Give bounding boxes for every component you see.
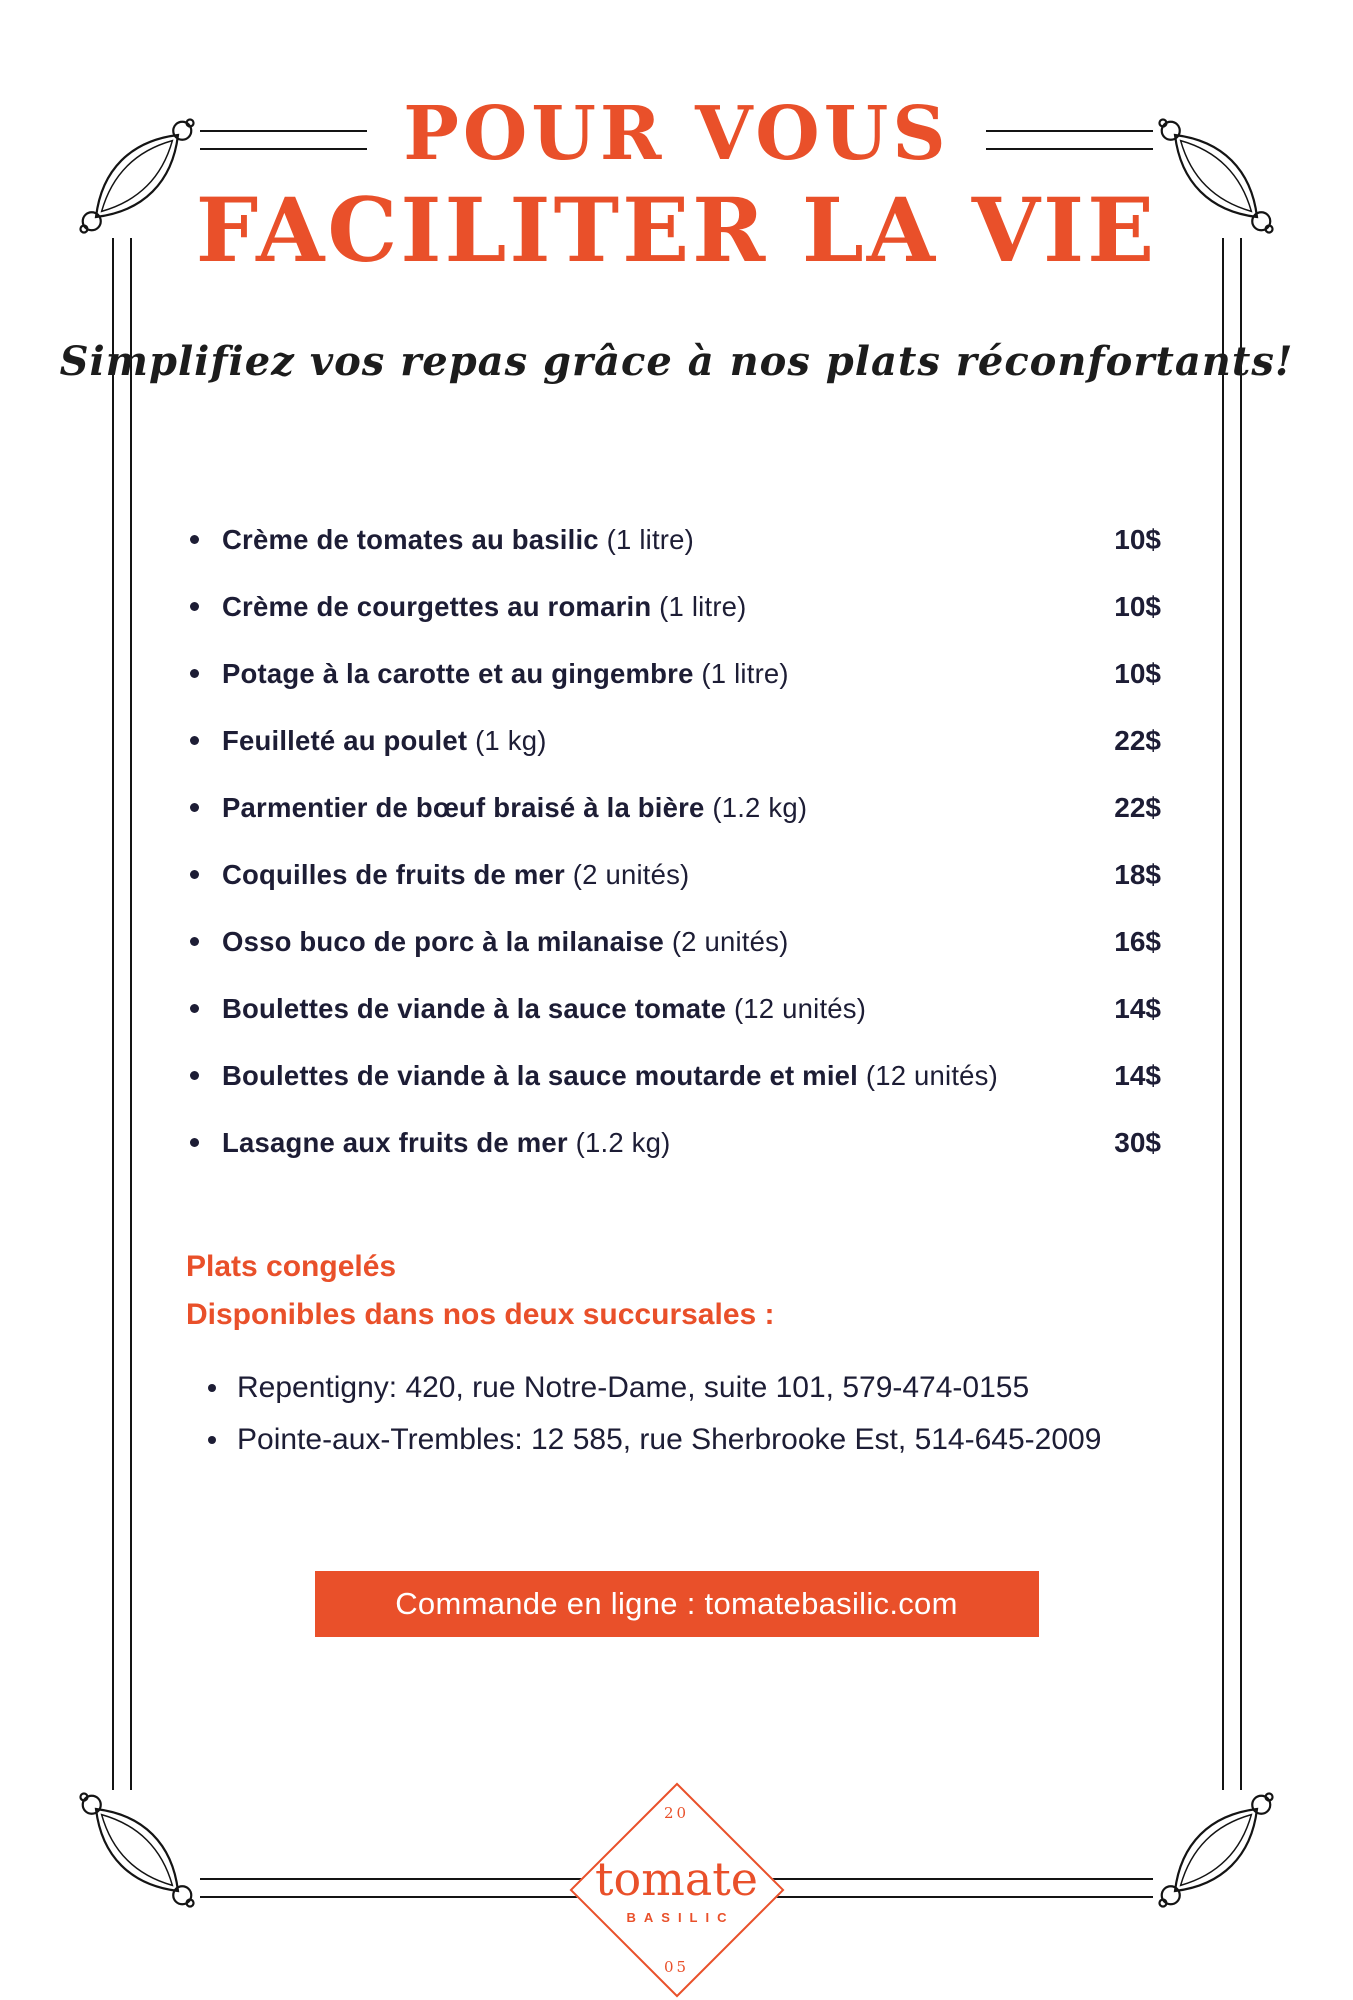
logo-name: tomate	[595, 1851, 758, 1906]
menu-item-text	[222, 591, 1096, 623]
frame-left-outer-line	[112, 238, 114, 1790]
location-item	[208, 1362, 1193, 1414]
menu-item-name: Crème de tomates au basilic	[222, 523, 599, 555]
menu-item-row	[190, 975, 1161, 1042]
menu-item-price: 14$	[1114, 992, 1161, 1024]
bullet-icon	[190, 669, 199, 678]
page-title-line1	[0, 91, 1353, 177]
menu-item-price: 22$	[1114, 791, 1161, 823]
page-title-line2: FACILITER LA VIE	[195, 177, 1158, 282]
menu-item-text	[222, 524, 1096, 556]
menu-item-row	[190, 774, 1161, 841]
logo-wordmark	[595, 1851, 758, 1925]
menu-item-row	[190, 640, 1161, 707]
menu-item-row	[190, 1042, 1161, 1109]
menu-item-text	[222, 926, 1096, 958]
bullet-icon	[190, 1138, 199, 1147]
menu-item-detail: (1.2 kg)	[575, 1126, 671, 1158]
menu-item-text	[222, 792, 1096, 824]
menu-item-name: Parmentier de bœuf braisé à la bière	[222, 791, 705, 823]
menu-list	[190, 506, 1161, 1176]
bullet-icon	[208, 1436, 216, 1444]
menu-item-name: Boulettes de viande à la sauce tomate	[222, 992, 727, 1024]
menu-item-name: Crème de courgettes au romarin	[222, 590, 652, 622]
menu-item-text	[222, 993, 1096, 1025]
menu-item-detail: (1 kg)	[475, 724, 547, 756]
bullet-icon	[190, 736, 199, 745]
menu-item-price: 16$	[1114, 925, 1161, 957]
bullet-icon	[190, 803, 199, 812]
menu-item-price: 22$	[1114, 724, 1161, 756]
page-subtitle: Simplifiez vos repas grâce à nos plats réconfortants!	[59, 338, 1294, 385]
menu-item-detail: (12 unités)	[865, 1059, 998, 1091]
menu-item-text	[222, 1060, 1096, 1092]
corner-ornament-icon	[1137, 1771, 1295, 1929]
frame-right-outer-line	[1240, 238, 1242, 1790]
menu-item-row	[190, 908, 1161, 975]
menu-item-text	[222, 725, 1096, 757]
menu-item-name: Boulettes de viande à la sauce moutarde et miel	[222, 1059, 859, 1091]
menu-item-price: 10$	[1114, 657, 1161, 689]
menu-item-detail: (2 unités)	[572, 858, 690, 890]
menu-item-text	[222, 859, 1096, 891]
corner-ornament-icon	[58, 1771, 216, 1929]
order-online-banner[interactable]: Commande en ligne : tomatebasilic.com	[315, 1571, 1039, 1637]
location-item	[208, 1414, 1193, 1466]
menu-item-text	[222, 658, 1096, 690]
menu-item-name: Coquilles de fruits de mer	[222, 858, 565, 890]
header	[0, 91, 1353, 282]
bullet-icon	[190, 1071, 199, 1080]
frozen-meals-heading-line2: Disponibles dans nos deux succursales :	[186, 1298, 775, 1331]
menu-item-price: 18$	[1114, 858, 1161, 890]
menu-item-detail: (1 litre)	[701, 657, 789, 689]
bullet-icon	[190, 535, 199, 544]
menu-item-name: Osso buco de porc à la milanaise	[222, 925, 664, 957]
brand-logo	[567, 1804, 787, 1976]
menu-item-detail: (1 litre)	[659, 590, 747, 622]
frame-left-inner-line	[130, 238, 132, 1790]
menu-item-row	[190, 506, 1161, 573]
menu-item-row	[190, 841, 1161, 908]
menu-item-price: 30$	[1114, 1126, 1161, 1158]
menu-item-row	[190, 1109, 1161, 1176]
menu-item-text	[222, 1127, 1096, 1159]
bullet-icon	[190, 937, 199, 946]
menu-item-price: 10$	[1114, 590, 1161, 622]
bullet-icon	[190, 870, 199, 879]
menu-item-row	[190, 573, 1161, 640]
frame-right-inner-line	[1222, 238, 1224, 1790]
logo-year-top: 20	[663, 1804, 690, 1822]
frozen-meals-heading-line1: Plats congelés	[186, 1250, 397, 1283]
logo-year-bottom: 05	[663, 1958, 690, 1976]
logo-subname: BASILIC	[626, 1909, 735, 1925]
bullet-icon	[190, 1004, 199, 1013]
menu-item-detail: (2 unités)	[671, 925, 789, 957]
menu-item-price: 14$	[1114, 1059, 1161, 1091]
menu-item-name: Feuilleté au poulet	[222, 724, 468, 756]
menu-item-detail: (12 unités)	[733, 992, 867, 1024]
menu-item-row	[190, 707, 1161, 774]
bullet-icon	[190, 602, 199, 611]
frozen-meals-heading	[186, 1243, 775, 1339]
page-title-line1-text: POUR VOUS	[367, 96, 985, 174]
location-text: Pointe-aux-Trembles: 12 585, rue Sherbrooke Est, 514-645-2009	[237, 1423, 1102, 1456]
menu-item-name: Lasagne aux fruits de mer	[222, 1126, 568, 1158]
menu-item-detail: (1 litre)	[606, 523, 695, 555]
location-text: Repentigny: 420, rue Notre-Dame, suite 101, 579-474-0155	[237, 1371, 1030, 1404]
menu-item-price: 10$	[1114, 523, 1161, 555]
menu-item-detail: (1.2 kg)	[712, 791, 808, 823]
menu-item-name: Potage à la carotte et au gingembre	[222, 657, 694, 689]
locations-list	[208, 1362, 1193, 1466]
bullet-icon	[208, 1384, 216, 1392]
